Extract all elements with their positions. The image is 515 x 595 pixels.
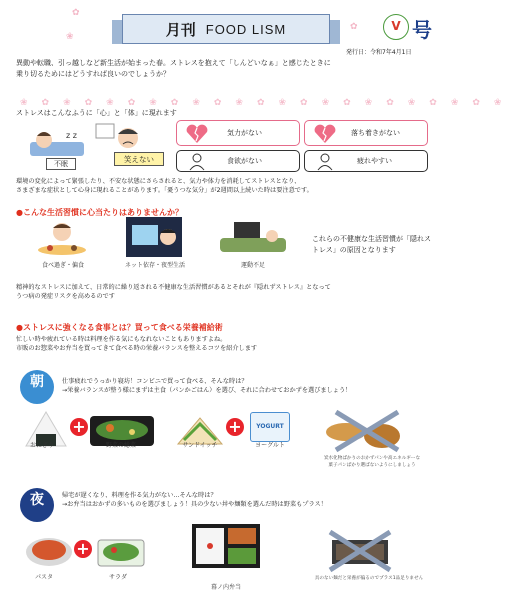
no-energy-label: 気力がない xyxy=(227,129,262,137)
plus-icon: + xyxy=(74,540,92,558)
night-badge-text: 夜 xyxy=(30,492,44,508)
symptom-box-no-energy xyxy=(176,120,300,146)
stress-heading: ストレスはこんなふうに「心」と「体」に現れます xyxy=(16,109,177,117)
issue-number: 号 xyxy=(412,18,432,42)
habits-body xyxy=(16,284,436,302)
food-body xyxy=(16,336,436,354)
night-text xyxy=(62,492,440,510)
stress-body xyxy=(16,178,436,196)
morning-text xyxy=(62,378,440,396)
morning-note xyxy=(302,455,442,470)
night-line-1: 帰宅が遅くなり、料理を作る気力がない…そんな時は？ xyxy=(62,492,217,499)
night-badge xyxy=(20,488,54,522)
night-note: 具のない麺だと栄養が偏るのでプラス1品足りません xyxy=(314,576,424,581)
symptom-box-restless xyxy=(304,120,428,146)
logo-text: V xyxy=(391,19,401,33)
broken-heart-icon xyxy=(313,124,337,144)
plus-icon: + xyxy=(70,418,88,436)
overeating-illustration xyxy=(36,220,90,256)
night-line-2: →お弁当はおかずの多いものを選びましょう！具の少ない丼や麺類を選んだ時は野菜もプラス！ xyxy=(62,500,327,508)
onigiri-caption: おにぎり xyxy=(29,442,54,449)
morning-note-line-1: 炭水化物ばかりのおかずパンや高エネルギーな xyxy=(323,456,421,461)
symptom-box-tired xyxy=(304,150,428,172)
habits-body-line-1: 精神的なストレスに加えて、日常的に繰り返される不健康な生活習慣があるとそれが『隠れずストレス』となって xyxy=(16,284,331,291)
morning-line-2: →栄養バランスが整う様にまずは主食（パンかごはん）を選び、それに合わせておかずを選びましょう！ xyxy=(62,386,352,394)
overeating-caption: 食べ過ぎ・偏食 xyxy=(41,262,84,269)
intro-line-1: 異動や転職、引っ越しなど新生活が始まった春。ストレスを抱えて「しんどいなぁ」と感じたときに xyxy=(16,59,331,67)
title-kanji: 月刊 xyxy=(165,20,196,39)
title-plate xyxy=(122,14,330,44)
morning-badge xyxy=(20,370,54,404)
insomnia-illustration xyxy=(28,124,86,160)
sandwich-caption: サンドイッチ xyxy=(182,442,218,449)
bad-noodle-illustration xyxy=(326,528,394,572)
habits-callout: これらの不健康な生活習慣が「隠れストレス」の原因となります xyxy=(312,235,431,254)
flower-decoration: ✿ xyxy=(72,8,80,18)
yogurt-caption: ヨーグルト xyxy=(255,442,285,449)
food-heading: ●ストレスに強くなる食事とは？買って食べる栄養補給術 xyxy=(16,323,223,332)
food-body-line-2: 市販のお惣菜やお弁当を買ってきて食べる時の栄養バランスを整えるコツを紹介します xyxy=(16,344,258,352)
svg-text:z z: z z xyxy=(66,131,77,140)
pasta-illustration xyxy=(24,530,74,570)
plus-icon: + xyxy=(226,418,244,436)
magazine-logo xyxy=(383,14,409,40)
salad-illustration xyxy=(94,530,148,570)
broken-heart-icon xyxy=(185,124,209,144)
body-icon xyxy=(187,153,207,171)
food-body-line-1: 忙しい時や疲れている時は料理を作る気にもなれないこともありますよね。 xyxy=(16,336,227,343)
no-appetite-label: 食欲がない xyxy=(227,157,262,165)
bento-caption: 幕ノ内弁当 xyxy=(210,584,241,591)
flower-decoration: ✿ xyxy=(350,22,358,32)
exercise-illustration xyxy=(216,220,290,256)
intro-text xyxy=(16,58,436,80)
exercise-caption: 運動不足 xyxy=(240,262,265,269)
morning-line-1: 仕事疲れでうっかり寝坊！コンビニで買って食べる、そんな時は？ xyxy=(62,378,248,385)
tired-label: 疲れやすい xyxy=(357,157,392,165)
flower-divider: ❀✿❀✿❀✿❀✿❀✿❀✿❀✿❀✿❀✿❀✿❀✿❀ xyxy=(20,98,515,108)
title-banner xyxy=(112,10,340,52)
body-icon xyxy=(315,153,335,171)
habits-body-line-2: うつ病の発症リスクを高めるのです xyxy=(16,292,115,300)
restless-label: 落ち着きがない xyxy=(351,129,400,137)
insomnia-label: 不眠 xyxy=(46,158,76,170)
stress-body-line-1: 環境の変化によって緊張したり、不安な状態にさらされると、気力や体力を消耗してストレスとなり、 xyxy=(16,178,301,185)
internet-illustration xyxy=(126,217,182,257)
intro-line-2: 乗り切るためにはどうすれば良いのでしょうか？ xyxy=(16,69,170,78)
internet-caption: ネット依存・夜型生活 xyxy=(124,262,185,269)
morning-note-line-2: 菓子パンばかり選ばないようにしましょう xyxy=(328,463,416,469)
cant-laugh-label: 笑えない xyxy=(114,152,164,166)
habits-heading: ●こんな生活習慣に心当たりはありませんか？ xyxy=(16,208,183,217)
bento-illustration xyxy=(190,518,262,574)
salad-caption: サラダ xyxy=(109,574,127,581)
title-latin: FOOD LISM xyxy=(205,21,287,37)
yogurt-tag: YOGURT xyxy=(256,423,284,430)
morning-badge-text: 朝 xyxy=(30,374,44,390)
bad-bread-illustration xyxy=(320,408,408,452)
flower-decoration: ❀ xyxy=(66,32,74,42)
stress-body-line-2: さまざまな症状として心身に現れることがあります。「憂うつな気分」が2週間以上続いた時は要注意です。 xyxy=(16,186,313,194)
issue-date: 発行日：令和7年4月1日 xyxy=(346,49,412,56)
vegetable-caption: 野菜の総菜 xyxy=(105,442,136,449)
yogurt-illustration xyxy=(250,412,290,442)
pasta-caption: パスタ xyxy=(34,574,53,581)
symptom-box-no-appetite xyxy=(176,150,300,172)
